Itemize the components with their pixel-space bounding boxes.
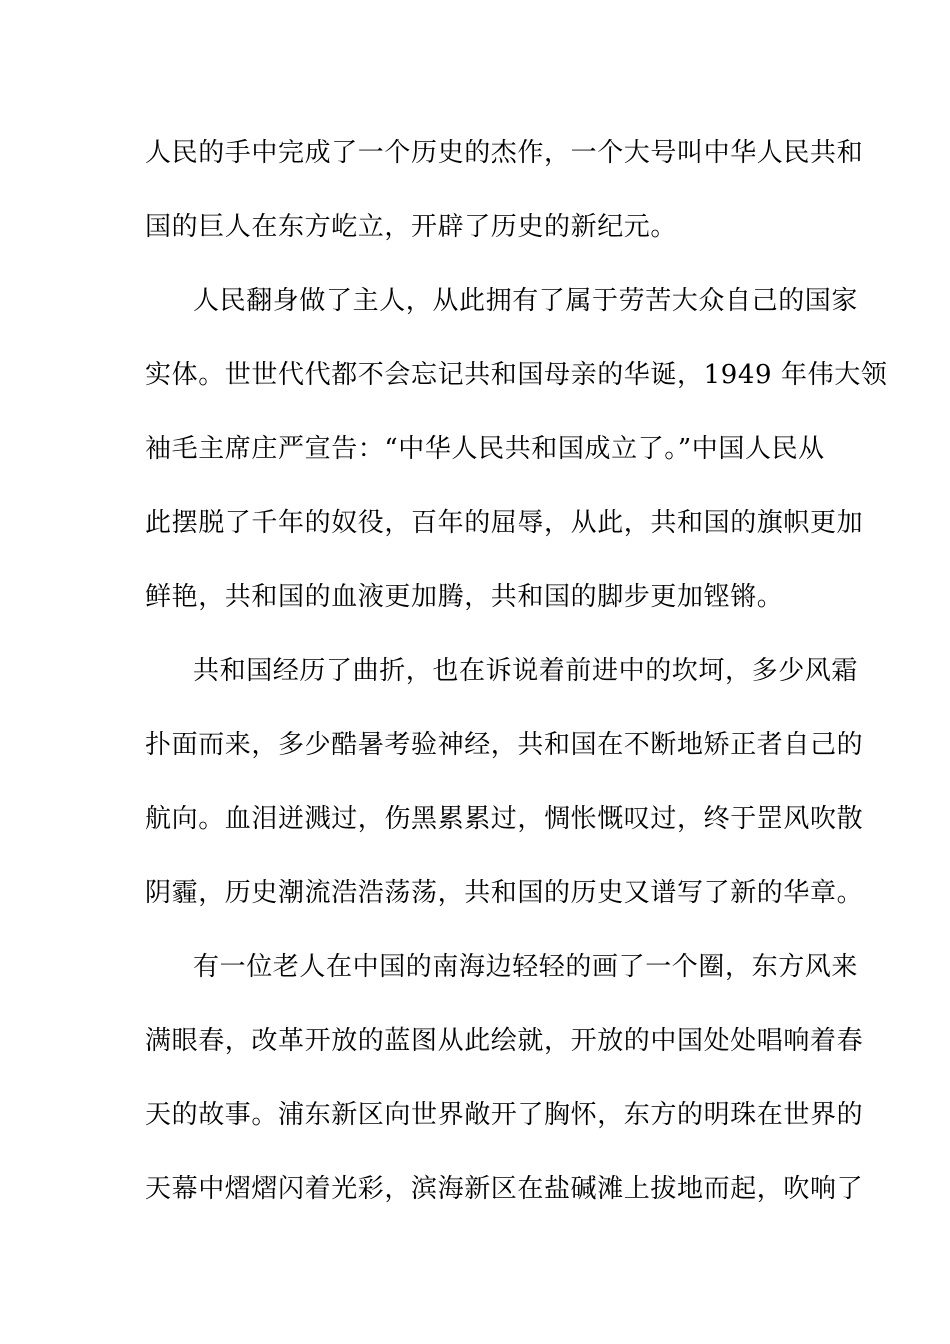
text-line-6: 此摆脱了千年的奴役，百年的屈辱，从此，共和国的旗帜更加 — [145, 508, 864, 538]
text-line-13: 满眼春，改革开放的蓝图从此绘就，开放的中国处处唱响着春 — [145, 1026, 864, 1056]
text-line-9: 扑面而来，多少酷暑考验神经，共和国在不断地矫正者自己的 — [145, 730, 864, 760]
text-line-7: 鲜艳，共和国的血液更加腾，共和国的脚步更加铿锵。 — [145, 582, 784, 612]
paragraph-4-line-1: 有一位老人在中国的南海边轻轻的画了一个圈，东方风来 — [193, 952, 859, 982]
text-line-11: 阴霾，历史潮流浩浩荡荡，共和国的历史又谱写了新的华章。 — [145, 878, 864, 908]
text-line-15: 天幕中熠熠闪着光彩，滨海新区在盐碱滩上拔地而起，吹响了 — [145, 1174, 864, 1204]
text-line-5: 袖毛主席庄严宣告：“中华人民共和国成立了。”中国人民从 — [145, 434, 825, 464]
text-line-10: 航向。血泪迸溅过，伤黑累累过，惆怅慨叹过，终于罡风吹散 — [145, 804, 864, 834]
paragraph-2-line-1: 人民翻身做了主人，从此拥有了属于劳苦大众自己的国家 — [193, 286, 859, 316]
text-line-1: 人民的手中完成了一个历史的杰作，一个大号叫中华人民共和 — [145, 138, 864, 168]
paragraph-3-line-1: 共和国经历了曲折，也在诉说着前进中的坎坷，多少风霜 — [193, 656, 859, 686]
text-line-4: 实体。世世代代都不会忘记共和国母亲的华诞，1949 年伟大领 — [145, 360, 888, 390]
text-line-2: 国的巨人在东方屹立，开辟了历史的新纪元。 — [145, 212, 678, 242]
text-line-14: 天的故事。浦东新区向世界敞开了胸怀，东方的明珠在世界的 — [145, 1100, 864, 1130]
